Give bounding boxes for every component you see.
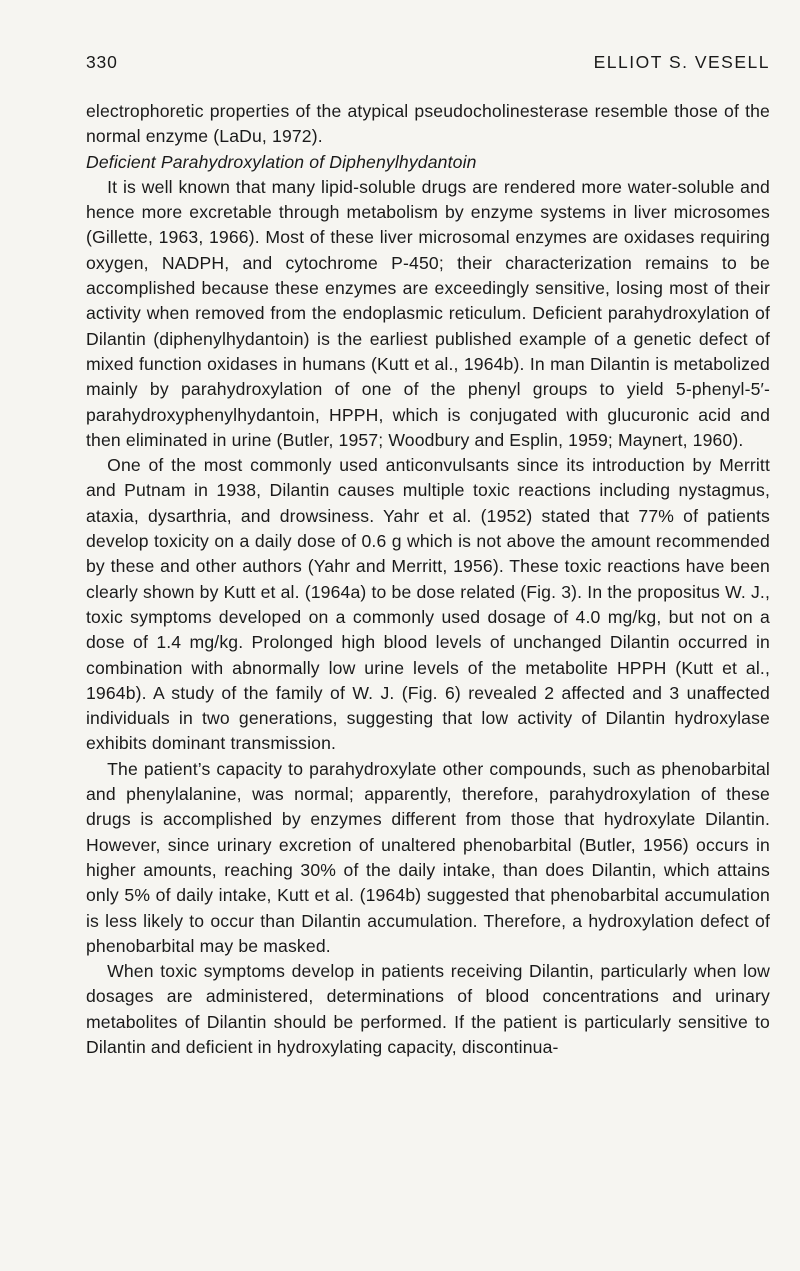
paragraph-continuation: electrophoretic properties of the atypical pseudocholinesterase resemble those of the normal enzyme (LaDu, 1972). [86,101,770,147]
section-heading: Deficient Parahydroxylation of Diphenylhydantoin [86,151,477,172]
paragraph: One of the most commonly used anticonvulsants since its introduction by Merritt and Putnam in 1938, Dilantin causes multiple toxic reactions including nystagmus, ataxia, dysarthria, and drowsiness. Yahr et al. (1952) stated that 77% of patients develop toxicity on a daily dose of 0.6 g which is not above the amount recommended by these and other authors (Yahr and Merritt, 1956). These toxic reactions have been clearly shown by Kutt et al. (1964a) to be dose related (Fig. 3). In the propositus W. J., toxic symptoms developed on a commonly used dosage of 4.0 mg/kg, but not on a dose of 1.4 mg/kg. Prolonged high blood levels of unchanged Dilantin occurred in combination with abnormally low urine levels of the metabolite HPPH (Kutt et al., 1964b). A study of the family of W. J. (Fig. 6) revealed 2 affected and 3 unaffected individuals in two generations, suggesting that low activity of Dilantin hydroxylase exhibits dominant transmission. [86,455,770,754]
page [86,52,770,1060]
paragraph: When toxic symptoms develop in patients receiving Dilantin, particularly when low dosages are administered, determinations of blood concentrations and urinary metabolites of Dilantin should be performed. If the patient is particularly sensitive to Dilantin and deficient in hydroxylating capacity, discontinua- [86,961,770,1057]
body-text [86,99,770,1060]
running-head [86,52,770,73]
paragraph: It is well known that many lipid-soluble drugs are rendered more water-soluble and hence more excretable through metabolism by enzyme systems in liver microsomes (Gillette, 1963, 1966). Most of these liver microsomal enzymes are oxidases requiring oxygen, NADPH, and cytochrome P-450; their characterization remains to be accomplished because these enzymes are exceedingly sensitive, losing most of their activity when removed from the endoplasmic reticulum. Deficient parahydroxylation of Dilantin (diphenylhydantoin) is the earliest published example of a genetic defect of mixed function oxidases in humans (Kutt et al., 1964b). In man Dilantin is metabolized mainly by parahydroxylation of one of the phenyl groups to yield 5-phenyl-5′-parahydroxyphenylhydantoin, HPPH, which is conjugated with glucuronic acid and then eliminated in urine (Butler, 1957; Woodbury and Esplin, 1959; Maynert, 1960). [86,176,770,450]
page-number: 330 [86,52,118,72]
running-head-author: ELLIOT S. VESELL [593,52,770,72]
paragraph: The patient’s capacity to parahydroxylate other compounds, such as phenobarbital and phenylalanine, was normal; apparently, therefore, parahydroxylation of these drugs is accomplished by enzymes different from those that hydroxylate Dilantin. However, since urinary excretion of unaltered phenobarbital (Butler, 1956) occurs in higher amounts, reaching 30% of the daily intake, than does Dilantin, which attains only 5% of daily intake, Kutt et al. (1964b) suggested that phenobarbital accumulation is less likely to occur than Dilantin accumulation. Therefore, a hydroxylation defect of phenobarbital may be masked. [86,758,770,956]
